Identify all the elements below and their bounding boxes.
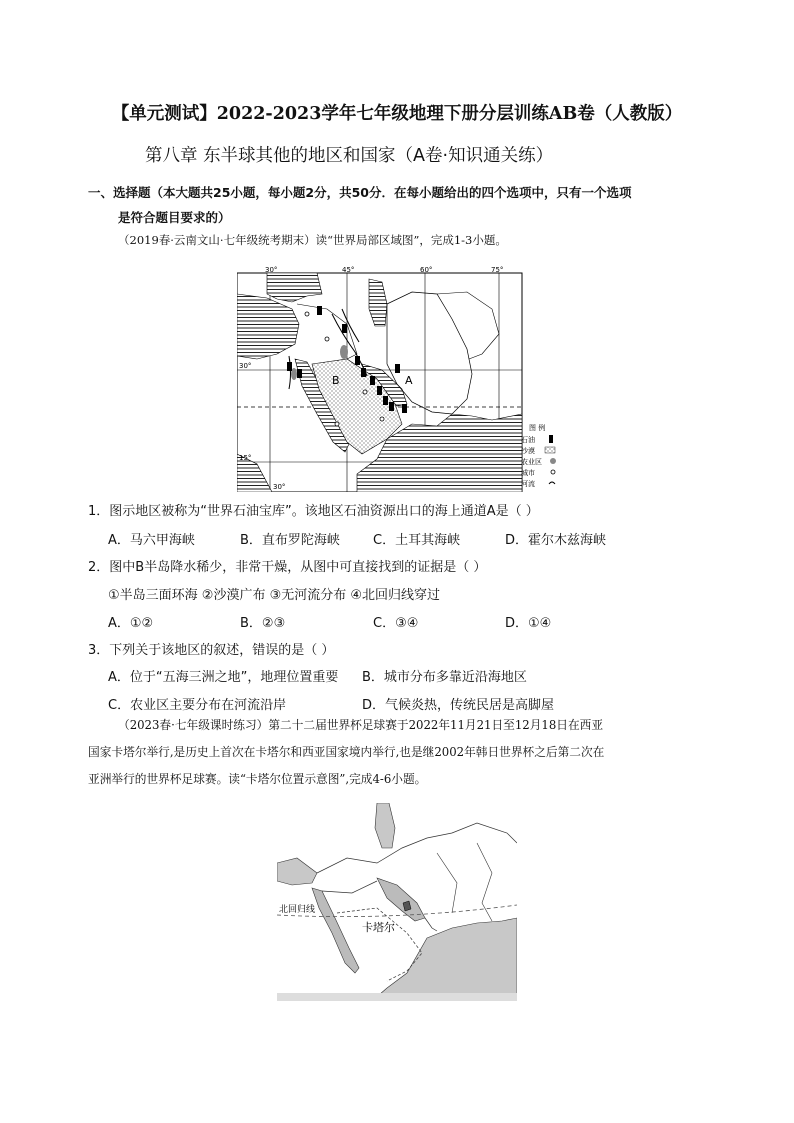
legend-river: 河流 bbox=[521, 480, 535, 488]
document-title: 【单元测试】2022-2023学年七年级地理下册分层训练AB卷（人教版） bbox=[111, 104, 683, 124]
intro-text-2 bbox=[88, 712, 720, 793]
question-1-option-d[interactable]: D．霍尔木兹海峡 bbox=[505, 533, 607, 548]
question-3-option-d[interactable]: D．气候炎热，传统民居是高脚屋 bbox=[362, 698, 555, 713]
qatar-label: 卡塔尔 bbox=[362, 921, 395, 934]
question-2-option-d[interactable]: D．①④ bbox=[505, 616, 552, 631]
section-heading-line2: 是符合题目要求的） bbox=[118, 210, 231, 225]
legend-desert: 沙漠 bbox=[521, 447, 535, 455]
question-2-stem: 2．图中B半岛降水稀少，非常干燥，从图中可直接找到的证据是（ ） bbox=[88, 560, 487, 575]
lon-label-45: 45° bbox=[342, 266, 355, 274]
question-1-option-a[interactable]: A．马六甲海峡 bbox=[108, 533, 195, 548]
question-3-stem: 3．下列关于该地区的叙述，错误的是（ ） bbox=[88, 643, 335, 658]
agri-icon bbox=[550, 458, 556, 464]
question-2-option-c[interactable]: C．③④ bbox=[373, 616, 419, 631]
river-icon bbox=[549, 482, 555, 484]
tropic-of-cancer-label: 北回归线 bbox=[279, 905, 316, 915]
region-label-a: A bbox=[405, 374, 413, 387]
question-2-statements: ①半岛三面环海 ②沙漠广布 ③无河流分布 ④北回归线穿过 bbox=[108, 588, 441, 603]
question-2-option-a[interactable]: A．①② bbox=[108, 616, 154, 631]
legend-title: 图 例 bbox=[529, 424, 546, 432]
lat-label-30: 30° bbox=[239, 362, 252, 370]
intro-2-line2: 国家卡塔尔举行,是历史上首次在卡塔尔和西亚国家境内举行,也是继2002年韩日世界杯之后第二次在 bbox=[88, 745, 605, 759]
legend-oil: 石油 bbox=[521, 436, 535, 444]
section-heading bbox=[88, 180, 728, 230]
oil-icon bbox=[549, 435, 553, 443]
world-region-map bbox=[237, 264, 562, 492]
question-3-option-b[interactable]: B．城市分布多靠近沿海地区 bbox=[362, 670, 527, 685]
document-subtitle: 第八章 东半球其他的地区和国家（A卷·知识通关练） bbox=[145, 146, 554, 166]
question-3-option-a[interactable]: A．位于“五海三洲之地”，地理位置重要 bbox=[108, 670, 339, 685]
question-1-stem: 1．图示地区被称为“世界石油宝库”。该地区石油资源出口的海上通道A是（ ） bbox=[88, 504, 539, 519]
lon-label-30: 30° bbox=[265, 266, 278, 274]
legend-city: 城市 bbox=[521, 469, 535, 477]
city-icon bbox=[551, 470, 555, 474]
map-legend bbox=[521, 423, 556, 488]
intro-text-1: （2019春·云南文山·七年级统考期末）读“世界局部区域图”，完成1-3小题。 bbox=[118, 233, 507, 247]
qatar-location-map bbox=[277, 803, 517, 1001]
question-1-option-b[interactable]: B．直布罗陀海峡 bbox=[240, 533, 340, 548]
intro-2-line1: （2023春·七年级课时练习）第二十二届世界杯足球赛于2022年11月21日至12月18日在西亚 bbox=[118, 718, 604, 732]
section-heading-line1: 一、选择题（本大题共25小题，每小题2分，共50分．在每小题给出的四个选项中，只有一个选项 bbox=[88, 185, 632, 200]
question-2-option-b[interactable]: B．②③ bbox=[240, 616, 286, 631]
desert-icon bbox=[545, 447, 555, 453]
lon-label-60: 60° bbox=[420, 266, 433, 274]
lat-label-15: 15° bbox=[239, 454, 252, 462]
question-1-option-c[interactable]: C．土耳其海峡 bbox=[373, 533, 461, 548]
lon-label-bottom-30: 30° bbox=[273, 483, 286, 491]
intro-2-line3: 亚洲举行的世界杯足球赛。读“卡塔尔位置示意图”,完成4-6小题。 bbox=[88, 772, 427, 786]
lon-label-75: 75° bbox=[491, 266, 504, 274]
legend-agri: 农业区 bbox=[521, 458, 542, 466]
region-label-b: B bbox=[332, 374, 340, 387]
question-3-option-c[interactable]: C．农业区主要分布在河流沿岸 bbox=[108, 698, 287, 713]
